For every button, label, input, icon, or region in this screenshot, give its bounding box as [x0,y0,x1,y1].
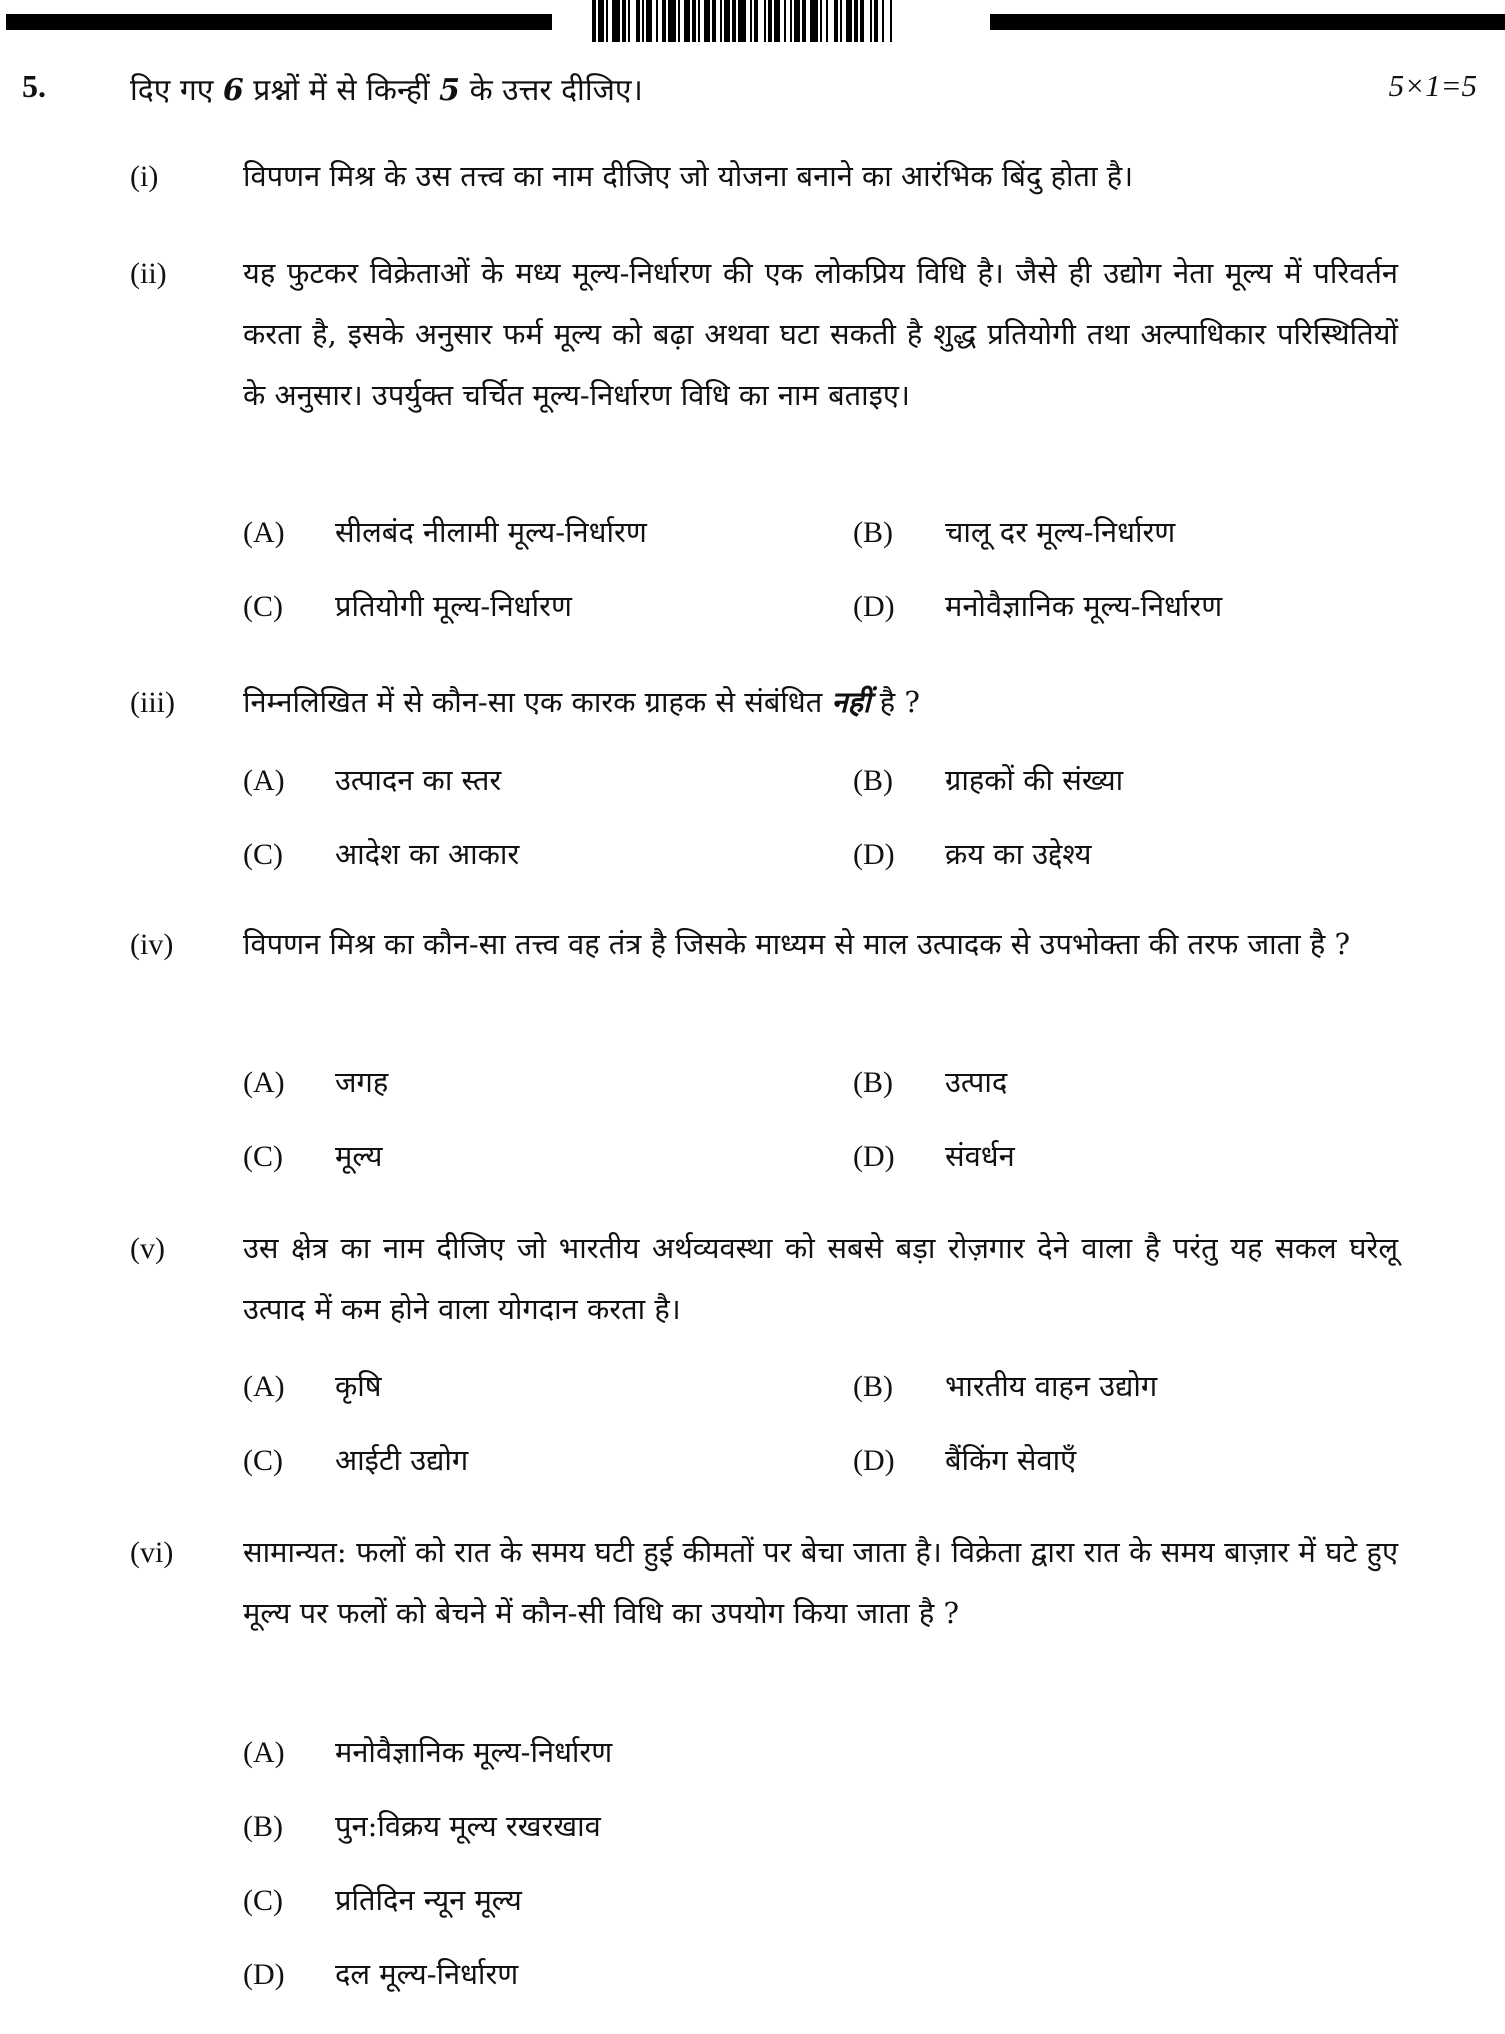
header-bar-left [6,14,552,30]
option-label: (D) [853,590,895,623]
option-label: (D) [853,1140,895,1173]
option-label: (A) [243,1736,285,1769]
option-text: प्रतियोगी मूल्य-निर्धारण [335,589,572,623]
option-label: (A) [243,1370,285,1403]
option-text: ग्राहकों की संख्या [945,763,1124,797]
sub-question-number: (iv) [130,928,174,961]
option-a[interactable] [243,760,501,799]
question-instruction [130,68,643,109]
option-text: उत्पाद [945,1065,1008,1099]
header-bar-right [990,14,1505,30]
option-label: (C) [243,838,283,871]
option-label: (B) [853,1066,893,1099]
option-text: आईटी उद्योग [335,1443,469,1477]
option-text: क्रय का उद्देश्य [945,837,1092,871]
option-label: (C) [243,590,283,623]
option-a[interactable] [243,512,647,551]
instruction-text: दिए गए [130,73,223,108]
sub-question-text [243,672,1398,733]
sub-question-text: विपणन मिश्र का कौन-सा तत्त्व वह तंत्र है जिसके माध्यम से माल उत्पादक से उपभोक्ता की तरफ जाता है ? [243,927,1351,961]
option-a[interactable] [243,1366,382,1405]
option-c[interactable] [243,1880,522,1919]
option-label: (A) [243,764,285,797]
option-c[interactable] [243,586,572,625]
option-label: (A) [243,516,285,549]
option-text: मनोवैज्ञानिक मूल्य-निर्धारण [335,1735,613,1769]
option-text: चालू दर मूल्य-निर्धारण [945,515,1176,549]
option-text: भारतीय वाहन उद्योग [945,1369,1158,1403]
option-d[interactable] [853,1440,1076,1479]
sub-question-text: यह फुटकर विक्रेताओं के मध्य मूल्य-निर्धारण की एक लोकप्रिय विधि है। जैसे ही उद्योग नेता मूल्य में परिवर्तन करता है, इसके अनुसार फर्म मूल्य को बढ़ा अथवा घटा सकती है शुद्ध प्रतियोगी तथा अल्पाधिकार परिस्थितियों के अनुसार। उपर्युक्त चर्चित मूल्य-निर्धारण विधि का नाम बताइए। [243,256,1398,412]
option-d[interactable] [243,1954,518,1993]
barcode [592,0,954,42]
sub-question-number: (iii) [130,686,175,719]
option-text: दल मूल्य-निर्धारण [335,1957,519,1991]
option-label: (D) [853,838,895,871]
option-b[interactable] [853,760,1123,799]
instruction-total: 6 [222,73,244,108]
sub-question-number: (v) [130,1232,165,1265]
marks-allocation: 5×1=5 [1388,68,1477,103]
option-text: जगह [335,1065,389,1099]
option-text: पुन:विक्रय मूल्य रखरखाव [335,1809,601,1843]
option-label: (B) [853,516,893,549]
option-d[interactable] [853,834,1091,873]
option-c[interactable] [243,1136,382,1175]
option-text: मूल्य [335,1139,383,1173]
sub-question-number: (i) [130,160,159,193]
option-text: आदेश का आकार [335,837,520,871]
option-b[interactable] [853,1062,1007,1101]
option-a[interactable] [243,1062,388,1101]
instruction-text: के उत्तर दीजिए। [460,73,643,108]
option-label: (C) [243,1140,283,1173]
option-b[interactable] [853,1366,1157,1405]
option-label: (C) [243,1444,283,1477]
option-a[interactable] [243,1732,612,1771]
option-text: संवर्धन [945,1139,1015,1173]
question-header [0,68,1505,118]
option-label: (D) [243,1958,285,1991]
instruction-text: प्रश्नों में से किन्हीं [243,73,440,108]
option-text: उत्पादन का स्तर [335,763,502,797]
sub-question-text: सामान्यत: फलों को रात के समय घटी हुई कीमतों पर बेचा जाता है। विक्रेता द्वारा रात के समय बाज़ार में घटे हुए मूल्य पर फलों को बेचने में कौन-सी विधि का उपयोग किया जाता है ? [243,1535,1398,1630]
option-label: (B) [853,1370,893,1403]
option-text: बैंकिंग सेवाएँ [945,1443,1077,1477]
option-text: मनोवैज्ञानिक मूल्य-निर्धारण [945,589,1223,623]
option-c[interactable] [243,834,519,873]
instruction-count: 5 [439,73,461,108]
option-d[interactable] [853,586,1222,625]
option-c[interactable] [243,1440,468,1479]
question-text: निम्नलिखित में से कौन-सा एक कारक ग्राहक से संबंधित [243,685,832,719]
question-number: 5. [22,68,46,104]
option-label: (C) [243,1884,283,1917]
option-label: (A) [243,1066,285,1099]
option-text: प्रतिदिन न्यून मूल्य [335,1883,522,1917]
option-b[interactable] [853,512,1175,551]
sub-question-text: विपणन मिश्र के उस तत्त्व का नाम दीजिए जो योजना बनाने का आरंभिक बिंदु होता है। [243,159,1134,193]
option-text: कृषि [335,1369,382,1403]
sub-question-number: (vi) [130,1536,174,1569]
option-label: (B) [243,1810,283,1843]
option-b[interactable] [243,1806,601,1845]
option-label: (B) [853,764,893,797]
emphasis-text: नहीं [831,685,871,719]
option-label: (D) [853,1444,895,1477]
sub-question-text: उस क्षेत्र का नाम दीजिए जो भारतीय अर्थव्यवस्था को सबसे बड़ा रोज़गार देने वाला है परंतु यह सकल घरेलू उत्पाद में कम होने वाला योगदान करता है। [243,1231,1398,1326]
sub-question-number: (ii) [130,257,167,290]
question-text: है ? [870,685,920,719]
option-text: सीलबंद नीलामी मूल्य-निर्धारण [335,515,647,549]
option-d[interactable] [853,1136,1015,1175]
